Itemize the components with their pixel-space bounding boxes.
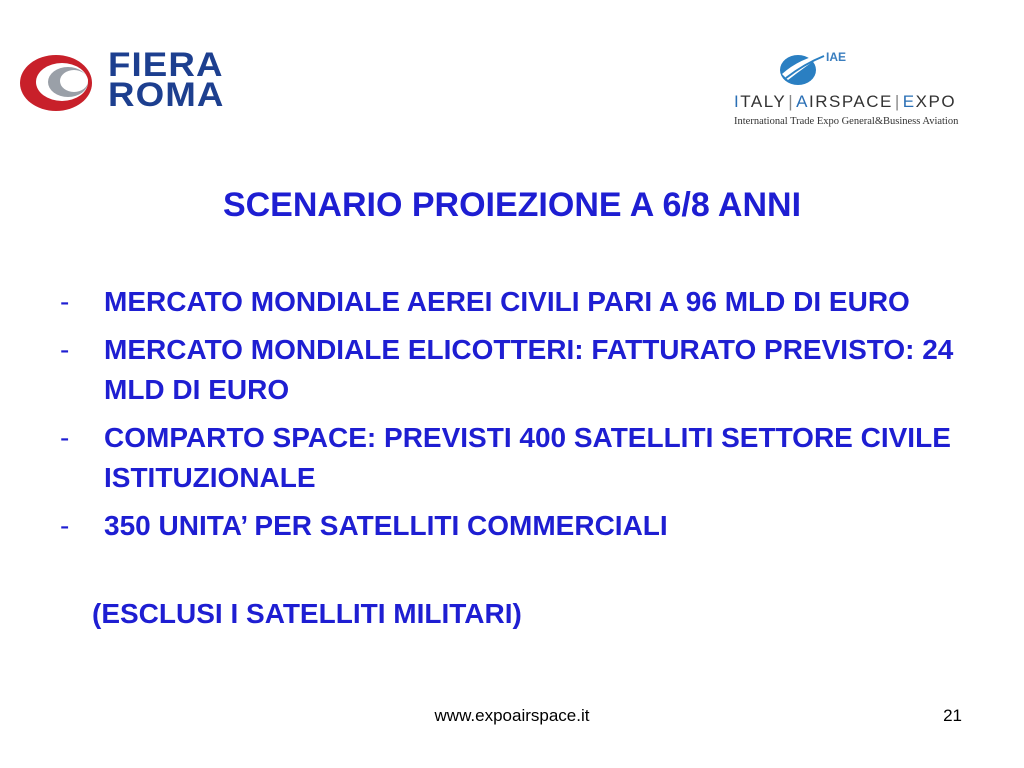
bullet-item xyxy=(60,506,960,546)
slide-title: SCENARIO PROIEZIONE A 6/8 ANNI xyxy=(222,186,802,224)
bullet-text: 350 UNITA’ PER SATELLITI COMMERCIALI xyxy=(104,510,668,541)
bullet-item xyxy=(60,282,960,322)
fiera-logo-text-line1: FIERA xyxy=(108,46,224,84)
footer-url: www.expoairspace.it xyxy=(434,706,590,725)
iae-globe-icon xyxy=(778,48,826,88)
page-number: 21 xyxy=(943,706,962,725)
bullet-dash: - xyxy=(60,334,70,365)
bullet-item xyxy=(60,418,960,498)
bullet-item xyxy=(60,330,960,410)
bullet-dash: - xyxy=(60,422,70,453)
bullet-text: MERCATO MONDIALE ELICOTTERI: FATTURATO PREVISTO: 24 MLD DI EURO xyxy=(104,334,954,405)
iae-mark-text: IAE xyxy=(826,50,847,64)
bullet-note: (ESCLUSI I SATELLITI MILITARI) xyxy=(92,598,522,629)
bullet-text: MERCATO MONDIALE AEREI CIVILI PARI A 96 MLD DI EURO xyxy=(104,286,910,317)
fiera-swirl-icon xyxy=(18,52,98,114)
italy-airspace-expo-logo xyxy=(728,48,1008,132)
fiera-roma-logo xyxy=(18,48,258,116)
fiera-logo-text-line2: ROMA xyxy=(108,76,225,114)
expo-brand-name: ITALY | AIRSPACE | EXPO xyxy=(734,92,957,111)
bullet-dash: - xyxy=(60,510,70,541)
bullet-dash: - xyxy=(60,286,70,317)
expo-tagline: International Trade Expo General&Business Aviation xyxy=(734,116,959,127)
bullet-list xyxy=(60,282,960,554)
bullet-text: COMPARTO SPACE: PREVISTI 400 SATELLITI SETTORE CIVILE ISTITUZIONALE xyxy=(104,422,951,493)
